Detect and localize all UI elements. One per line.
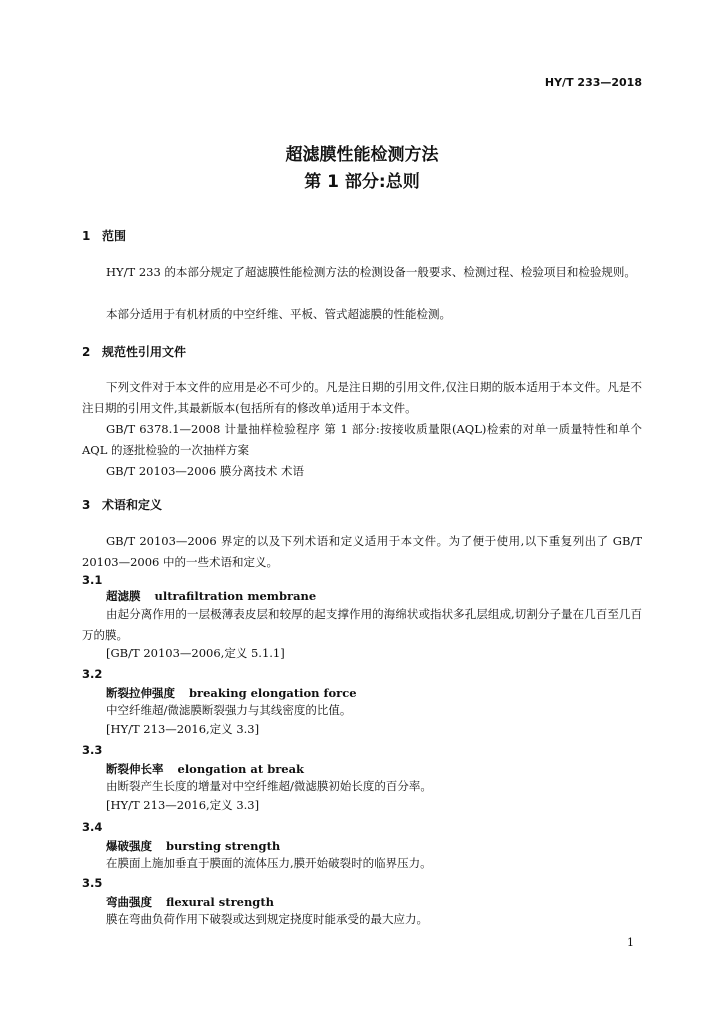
page-number: 1 [627, 936, 634, 949]
term-entry [106, 761, 304, 777]
clause-number: 3.1 [82, 573, 103, 587]
clause-number: 3.3 [82, 743, 103, 757]
term-english: elongation at break [177, 762, 305, 776]
normative-paragraph-1: 下列文件对于本文件的应用是必不可少的。凡是注日期的引用文件,仅注日期的版本适用于本文件。凡是不注日期的引用文件,其最新版本(包括所有的修改单)适用于本文件。 [82, 380, 642, 415]
term-chinese: 超滤膜 [106, 589, 141, 603]
term-chinese: 断裂拉伸强度 [106, 686, 175, 700]
section-heading-scope [82, 227, 126, 244]
term-chinese: 断裂伸长率 [106, 762, 164, 776]
term-entry [106, 838, 280, 854]
term-entry [106, 588, 316, 604]
term-source: [GB/T 20103—2006,定义 5.1.1] [106, 646, 285, 660]
term-english: ultrafiltration membrane [154, 589, 317, 603]
scope-paragraph-2: 本部分适用于有机材质的中空纤维、平板、管式超滤膜的性能检测。 [106, 307, 451, 321]
term-definition: 在膜面上施加垂直于膜面的流体压力,膜开始破裂时的临界压力。 [106, 856, 432, 870]
term-entry [106, 894, 274, 910]
normative-reference-1: GB/T 6378.1—2008 计量抽样检验程序 第 1 部分:按接收质量限(AQL)检索的对单一质量特性和单个 AQL 的逐批检验的一次抽样方案 [82, 422, 642, 457]
term-chinese: 爆破强度 [106, 839, 152, 853]
term-definition: 膜在弯曲负荷作用下破裂或达到规定挠度时能承受的最大应力。 [106, 912, 428, 926]
term-entry [106, 685, 357, 701]
section-heading-terms [82, 496, 162, 513]
terms-intro: GB/T 20103—2006 界定的以及下列术语和定义适用于本文件。为了便于使用,以下重复列出了 GB/T 20103—2006 中的一些术语和定义。 [82, 534, 642, 569]
section-title: 范围 [102, 229, 127, 243]
term-chinese: 弯曲强度 [106, 895, 152, 909]
term-english: bursting strength [166, 839, 281, 853]
section-number: 3 [82, 498, 91, 512]
clause-number: 3.5 [82, 876, 103, 890]
term-definition: 由断裂产生长度的增量对中空纤维超/微滤膜初始长度的百分率。 [106, 779, 432, 793]
standard-code: HY/T 233—2018 [544, 76, 642, 89]
normative-reference-2: GB/T 20103—2006 膜分离技术 术语 [106, 464, 304, 478]
term-source: [HY/T 213—2016,定义 3.3] [106, 722, 260, 736]
term-english: flexural strength [166, 895, 275, 909]
clause-number: 3.4 [82, 820, 103, 834]
term-english: breaking elongation force [189, 686, 357, 700]
term-definition: 由起分离作用的一层极薄表皮层和较厚的起支撑作用的海绵状或指状多孔层组成,切割分子量在几百至几百万的膜。 [82, 607, 642, 642]
section-title: 规范性引用文件 [102, 345, 187, 359]
section-heading-normative [82, 343, 186, 360]
clause-number: 3.2 [82, 667, 103, 681]
term-source: [HY/T 213—2016,定义 3.3] [106, 798, 260, 812]
scope-paragraph-1: HY/T 233 的本部分规定了超滤膜性能检测方法的检测设备一般要求、检测过程、检验项目和检验规则。 [106, 265, 636, 279]
document-part-title: 第 1 部分:总则 [304, 172, 420, 192]
section-title: 术语和定义 [102, 498, 163, 512]
section-number: 1 [82, 229, 91, 243]
term-definition: 中空纤维超/微滤膜断裂强力与其线密度的比值。 [106, 703, 352, 717]
document-title: 超滤膜性能检测方法 [285, 145, 439, 165]
section-number: 2 [82, 345, 91, 359]
